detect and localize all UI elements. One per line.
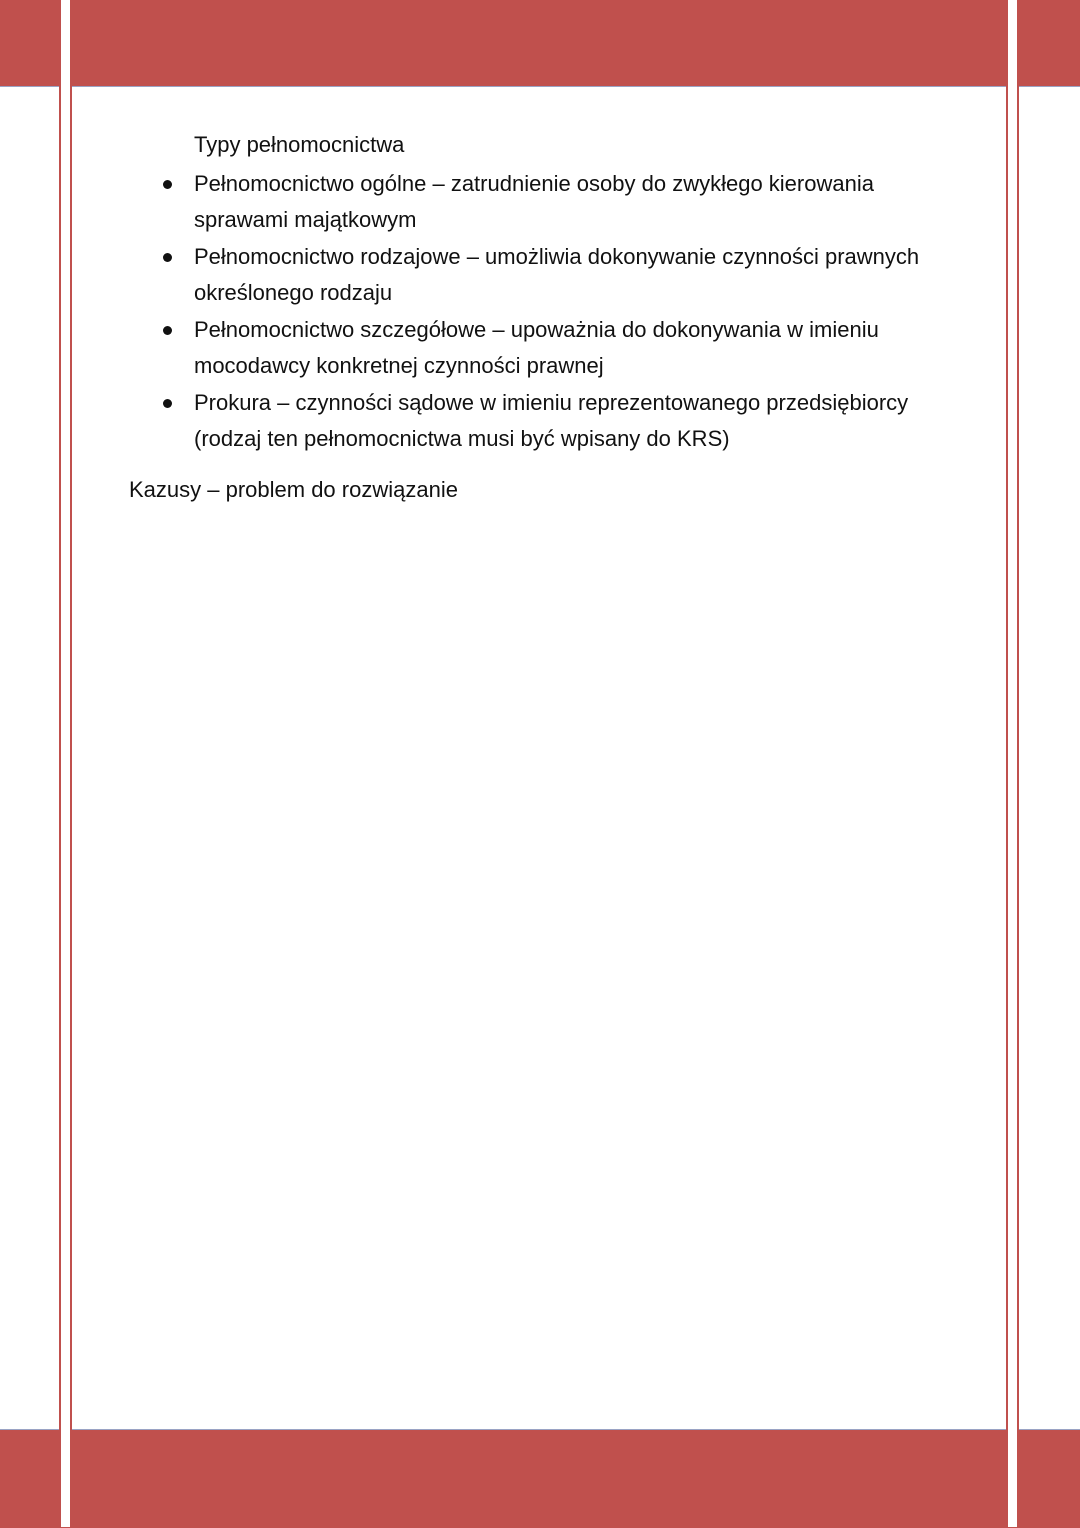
list-item [194,312,974,384]
case-note: Kazusy – problem do rozwiązanie [129,477,458,502]
bullet-list [194,166,974,458]
bullet-icon [163,180,172,189]
bullet-icon [163,253,172,262]
list-item-text: Pełnomocnictwo rodzajowe – umożliwia dokonywanie czynności prawnych określonego rodzaju [194,244,920,305]
bullet-icon [163,399,172,408]
bullet-icon [163,326,172,335]
list-item [194,385,974,457]
list-item [194,166,974,238]
list-item-text: Pełnomocnictwo ogólne – zatrudnienie osoby do zwykłego kierowania sprawami majątkowym [194,171,874,232]
section-heading: Typy pełnomocnictwa [194,132,405,157]
list-item-text: Pełnomocnictwo szczegółowe – upoważnia do dokonywania w imieniu mocodawcy konkretnej czynności prawnej [194,317,879,378]
list-item [194,239,974,311]
list-item-text: Prokura – czynności sądowe w imieniu reprezentowanego przedsiębiorcy (rodzaj ten pełnomocnictwa musi być wpisany do KRS) [194,390,909,451]
